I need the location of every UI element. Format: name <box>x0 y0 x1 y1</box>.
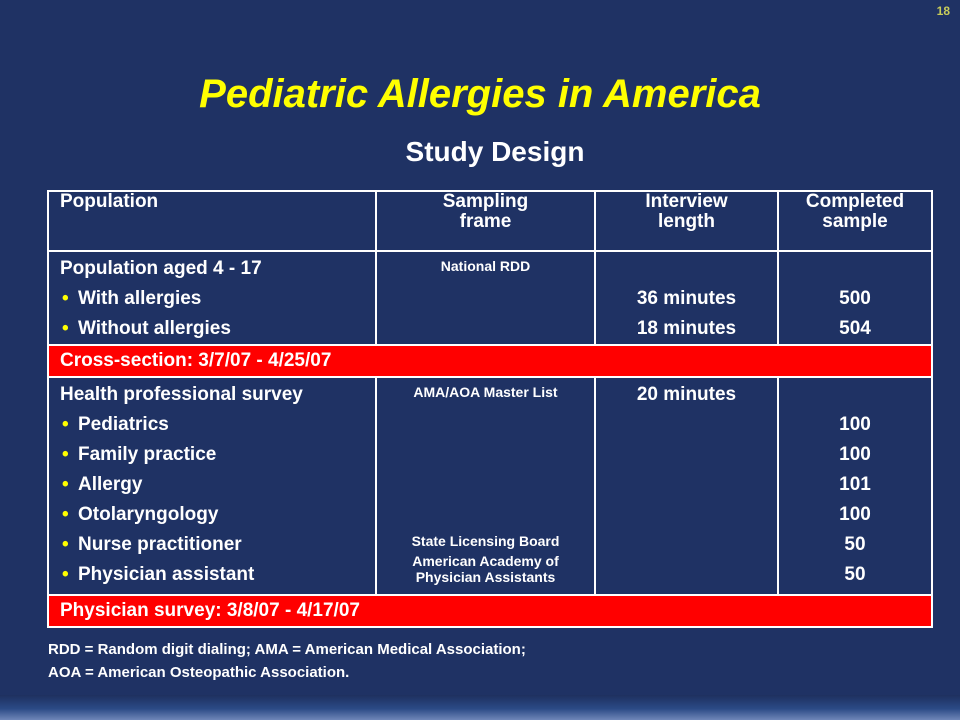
slide-title: Pediatric Allergies in America <box>199 72 761 116</box>
footnote-line: AOA = American Osteopathic Association. <box>48 664 350 681</box>
slide-subtitle: Study Design <box>405 136 585 167</box>
header-row <box>48 191 932 251</box>
sample-count: 101 <box>839 474 871 495</box>
list-item: • Otolaryngology <box>60 500 375 530</box>
sample-count: 504 <box>839 318 871 339</box>
completed-sample-cell <box>778 377 932 595</box>
population-cell <box>48 377 376 595</box>
sampling-frame-cell <box>376 377 595 595</box>
table-row-population <box>48 251 932 345</box>
sample-count: 50 <box>844 564 866 585</box>
sample-count: 50 <box>844 534 866 555</box>
list-item: • Without allergies <box>60 314 375 344</box>
header-interview-length: Interview length <box>595 191 778 251</box>
population-cell <box>48 251 376 345</box>
sample-count: 100 <box>839 444 871 465</box>
sample-count: 100 <box>839 504 871 525</box>
interview-length: 20 minutes <box>636 384 737 405</box>
footnote <box>48 638 526 684</box>
bullet-icon: • <box>62 534 69 555</box>
bullet-icon: • <box>62 414 69 435</box>
bullet-icon: • <box>62 564 69 585</box>
bullet-icon: • <box>62 288 69 309</box>
header-sampling-frame: Sampling frame <box>376 191 595 251</box>
cross-section-row <box>48 345 932 377</box>
bullet-icon: • <box>62 474 69 495</box>
footnote-line: RDD = Random digit dialing; AMA = American Medical Association; <box>48 641 526 658</box>
sample-count: 100 <box>839 414 871 435</box>
sampling-frame-cell <box>376 251 595 345</box>
sampling-frame-state-board: State Licensing Board <box>411 533 560 549</box>
bullet-icon: • <box>62 318 69 339</box>
interview-length-cell <box>595 377 778 595</box>
study-design-table <box>47 190 933 628</box>
header-population: Population <box>48 191 376 251</box>
list-item: • Family practice <box>60 440 375 470</box>
cross-section-label: Cross-section: 3/7/07 - 4/25/07 <box>48 345 932 377</box>
interview-length: 36 minutes <box>636 288 737 309</box>
page-number: 18 <box>936 4 950 18</box>
sampling-frame-ama-aoa: AMA/AOA Master List <box>413 384 558 400</box>
population-title: Population aged 4 - 17 <box>60 258 262 279</box>
list-item: • With allergies <box>60 284 375 314</box>
completed-sample-cell <box>778 251 932 345</box>
sampling-frame-aapa: American Academy of Physician Assistants <box>412 553 559 585</box>
population-title: Health professional survey <box>60 384 303 405</box>
physician-survey-row <box>48 595 932 627</box>
sampling-frame-rdd: National RDD <box>440 258 531 274</box>
sample-count: 500 <box>839 288 871 309</box>
interview-length: 18 minutes <box>636 318 737 339</box>
interview-length-cell <box>595 251 778 345</box>
table-row-health-professional <box>48 377 932 595</box>
bullet-icon: • <box>62 504 69 525</box>
list-item: • Nurse practitioner <box>60 530 375 560</box>
list-item: • Pediatrics <box>60 410 375 440</box>
list-item: • Physician assistant <box>60 560 375 590</box>
physician-survey-label: Physician survey: 3/8/07 - 4/17/07 <box>48 595 932 627</box>
bottom-band <box>0 695 960 720</box>
bullet-icon: • <box>62 444 69 465</box>
header-completed-sample: Completed sample <box>778 191 932 251</box>
list-item: • Allergy <box>60 470 375 500</box>
